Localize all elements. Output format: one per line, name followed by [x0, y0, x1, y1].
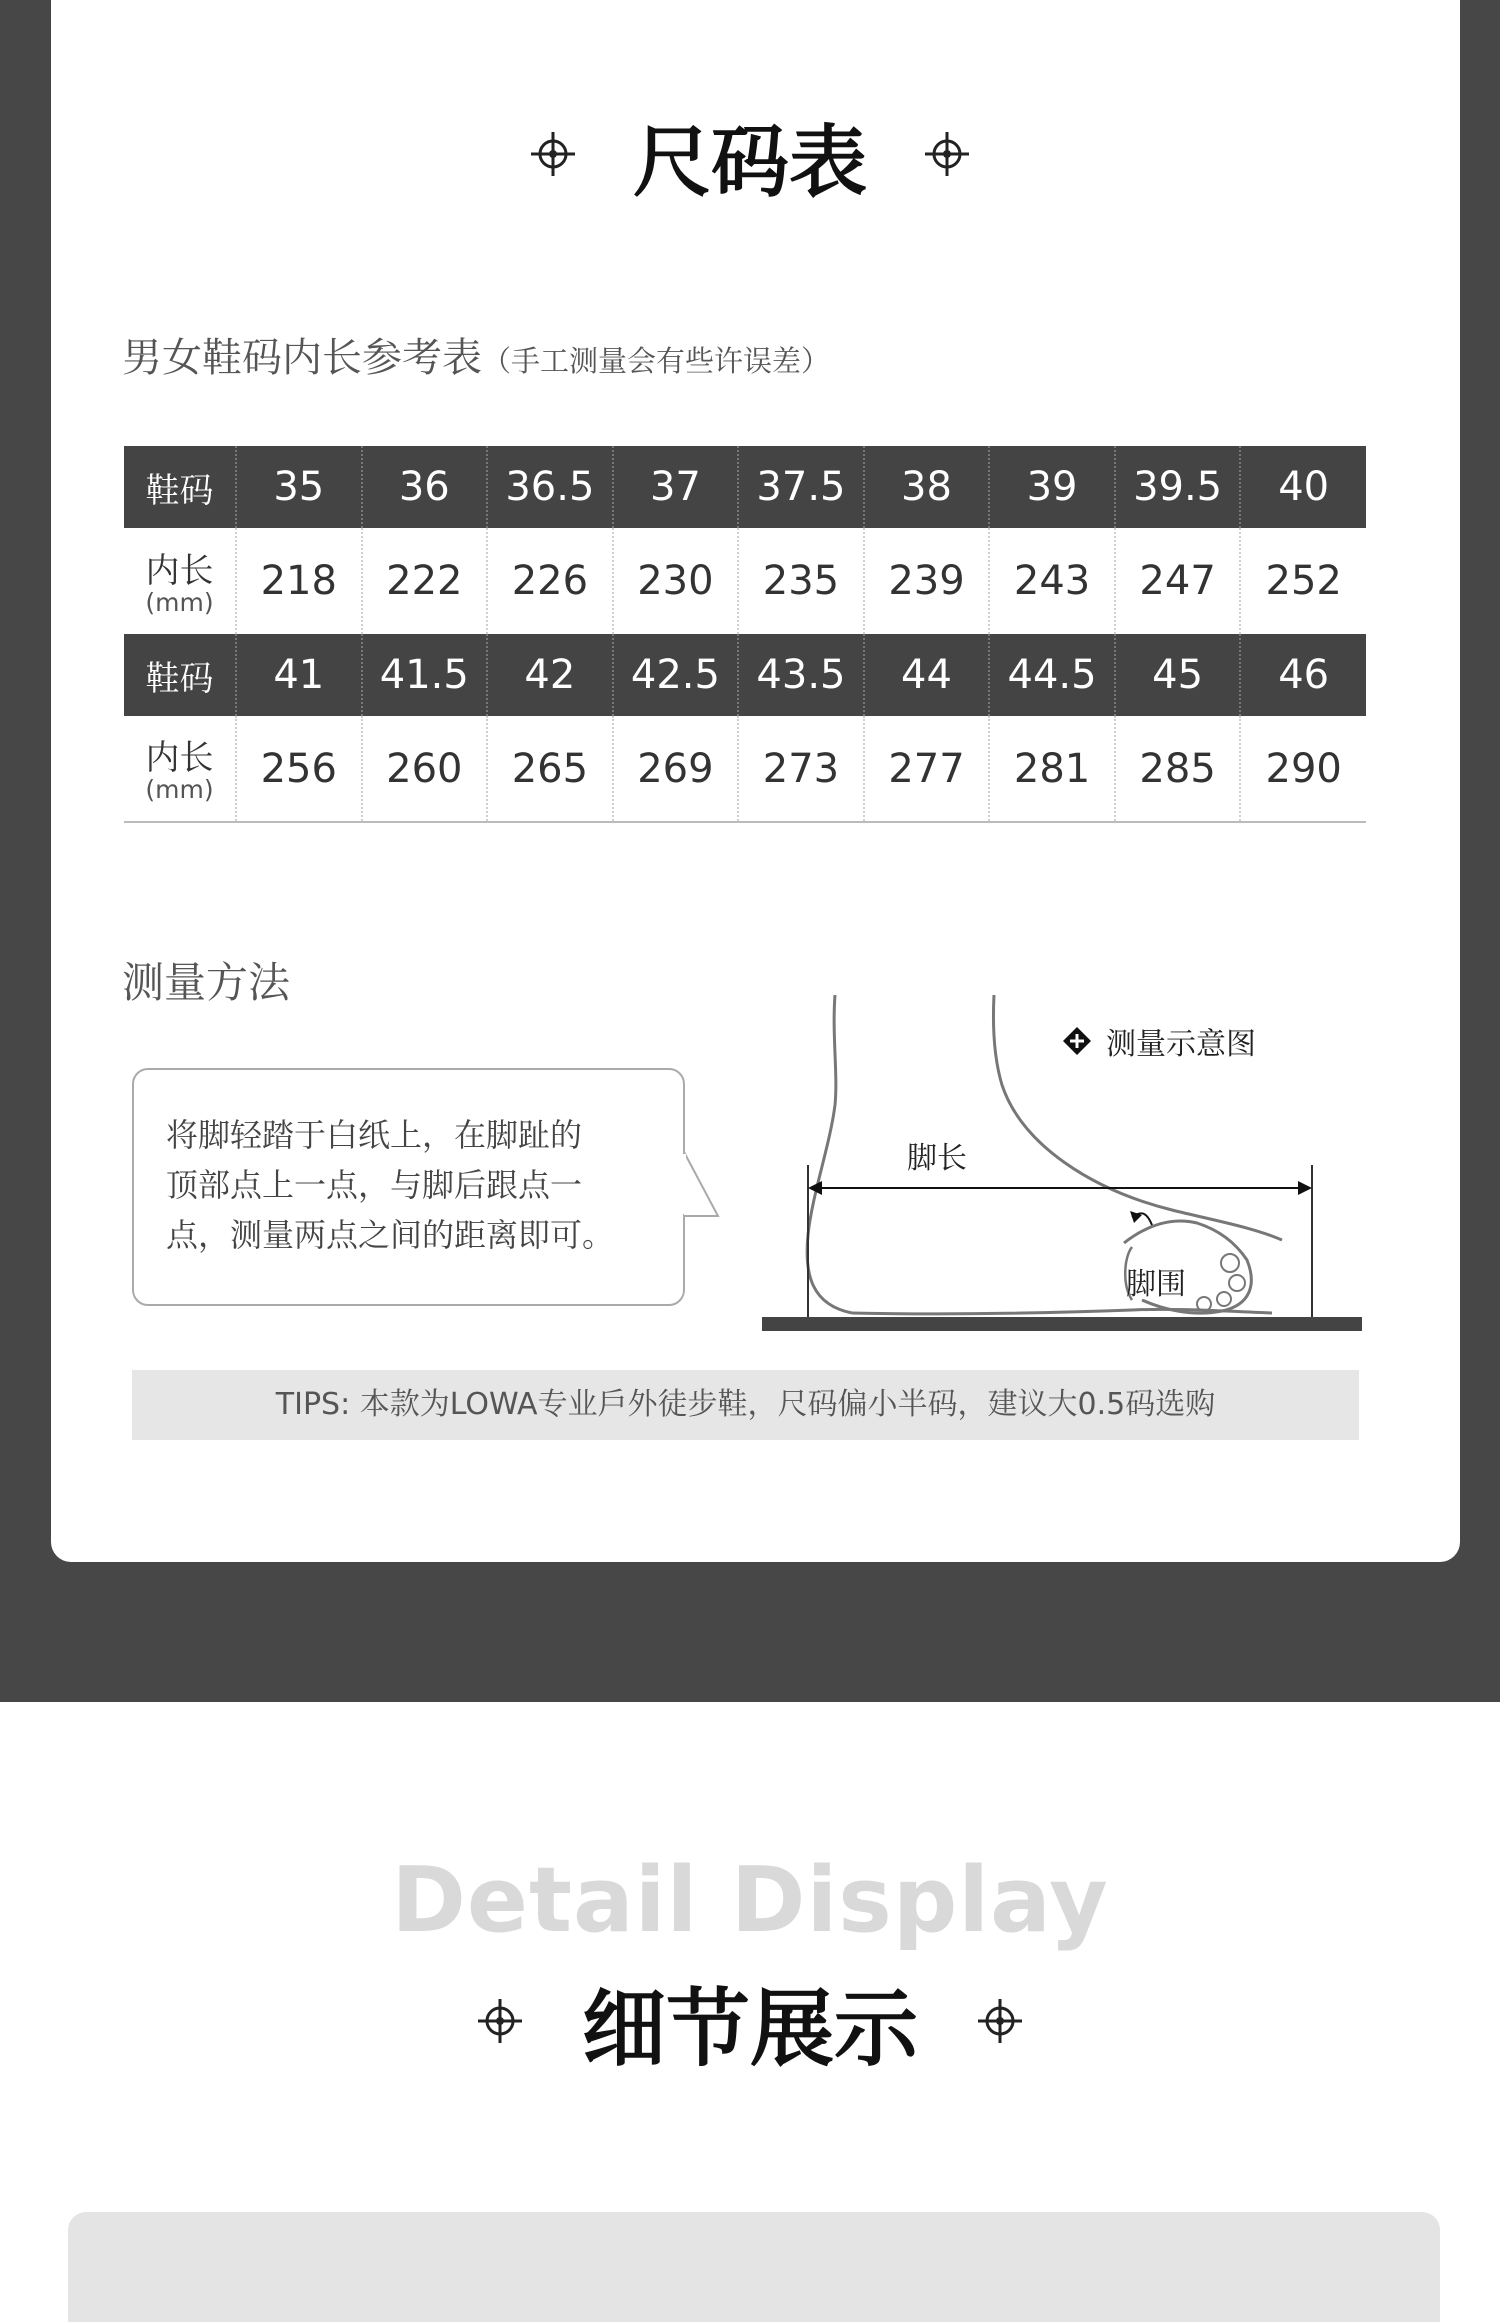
row-label-size: 鞋码: [124, 446, 236, 528]
measure-title: 测量方法: [122, 958, 291, 1007]
size-cell: 44.5: [989, 634, 1115, 716]
bubble-tail: [682, 1150, 722, 1220]
size-cell: 36.5: [487, 446, 613, 528]
row-label-size: 鞋码: [124, 634, 236, 716]
foot-length-label: 脚长: [907, 1141, 967, 1176]
size-cell: 45: [1115, 634, 1241, 716]
size-row: [124, 446, 1366, 528]
size-cell: 35: [236, 446, 362, 528]
diagram-caption-text: 测量示意图: [1106, 1027, 1256, 1062]
length-cell: 247: [1115, 528, 1241, 634]
size-row: [124, 634, 1366, 716]
size-table: [124, 446, 1366, 823]
length-cell: 260: [362, 716, 488, 822]
crosshair-icon: [923, 130, 971, 182]
foot-girth-label: 脚围: [1126, 1267, 1186, 1302]
crosshair-icon: [976, 1997, 1024, 2049]
crosshair-icon: [476, 1997, 524, 2049]
length-cell: 252: [1240, 528, 1366, 634]
size-cell: 39.5: [1115, 446, 1241, 528]
length-row: [124, 528, 1366, 634]
size-cell: 43.5: [738, 634, 864, 716]
instruction-bubble: [132, 1068, 685, 1306]
length-cell: 281: [989, 716, 1115, 822]
size-cell: 44: [864, 634, 990, 716]
length-cell: 243: [989, 528, 1115, 634]
page-title: 尺码表: [632, 118, 867, 208]
length-cell: 273: [738, 716, 864, 822]
length-cell: 290: [1240, 716, 1366, 822]
size-chart-heading: [0, 100, 1500, 212]
length-cell: 218: [236, 528, 362, 634]
subtitle-text: 男女鞋码内长参考表: [122, 335, 482, 381]
crosshair-icon: [529, 130, 577, 182]
size-cell: 38: [864, 446, 990, 528]
length-cell: 256: [236, 716, 362, 822]
row-label-length: [124, 716, 236, 822]
size-cell: 41: [236, 634, 362, 716]
size-cell: 42: [487, 634, 613, 716]
length-cell: 285: [1115, 716, 1241, 822]
size-cell: 37.5: [738, 446, 864, 528]
diamond-cross-icon: [1062, 1026, 1092, 1056]
detail-title-cn: 细节展示: [581, 1980, 918, 2078]
detail-title-en: Detail Display: [391, 1848, 1109, 1953]
size-cell: 40: [1240, 446, 1366, 528]
length-label: 内长: [145, 738, 214, 778]
size-table-subtitle: [122, 326, 830, 383]
size-cell: 41.5: [362, 634, 488, 716]
length-cell: 222: [362, 528, 488, 634]
diagram-caption: [1062, 1019, 1256, 1063]
length-cell: 277: [864, 716, 990, 822]
detail-image-panel: [68, 2212, 1440, 2322]
length-cell: 226: [487, 528, 613, 634]
row-label-length: [124, 528, 236, 634]
size-cell: 37: [613, 446, 739, 528]
foot-diagram: [752, 995, 1372, 1349]
size-cell: 42.5: [613, 634, 739, 716]
length-cell: 230: [613, 528, 739, 634]
instruction-line: 点，测量两点之间的距离即可。: [166, 1216, 615, 1254]
length-row: [124, 716, 1366, 822]
unit-label: (mm): [145, 775, 214, 804]
subtitle-note: （手工测量会有些许误差）: [482, 344, 831, 378]
instruction-line: 顶部点上一点，与脚后跟点一: [166, 1166, 583, 1204]
length-label: 内长: [145, 550, 214, 591]
tips-bar: TIPS: 本款为LOWA专业戶外徒步鞋，尺码偏小半码，建议大0.5码选购: [132, 1370, 1359, 1440]
size-cell: 36: [362, 446, 488, 528]
length-cell: 269: [613, 716, 739, 822]
length-cell: 239: [864, 528, 990, 634]
unit-label: (mm): [145, 587, 214, 617]
length-cell: 265: [487, 716, 613, 822]
size-cell: 39: [989, 446, 1115, 528]
length-cell: 235: [738, 528, 864, 634]
size-cell: 46: [1240, 634, 1366, 716]
instruction-line: 将脚轻踏于白纸上，在脚趾的: [166, 1116, 583, 1154]
detail-heading: [0, 1962, 1500, 2083]
